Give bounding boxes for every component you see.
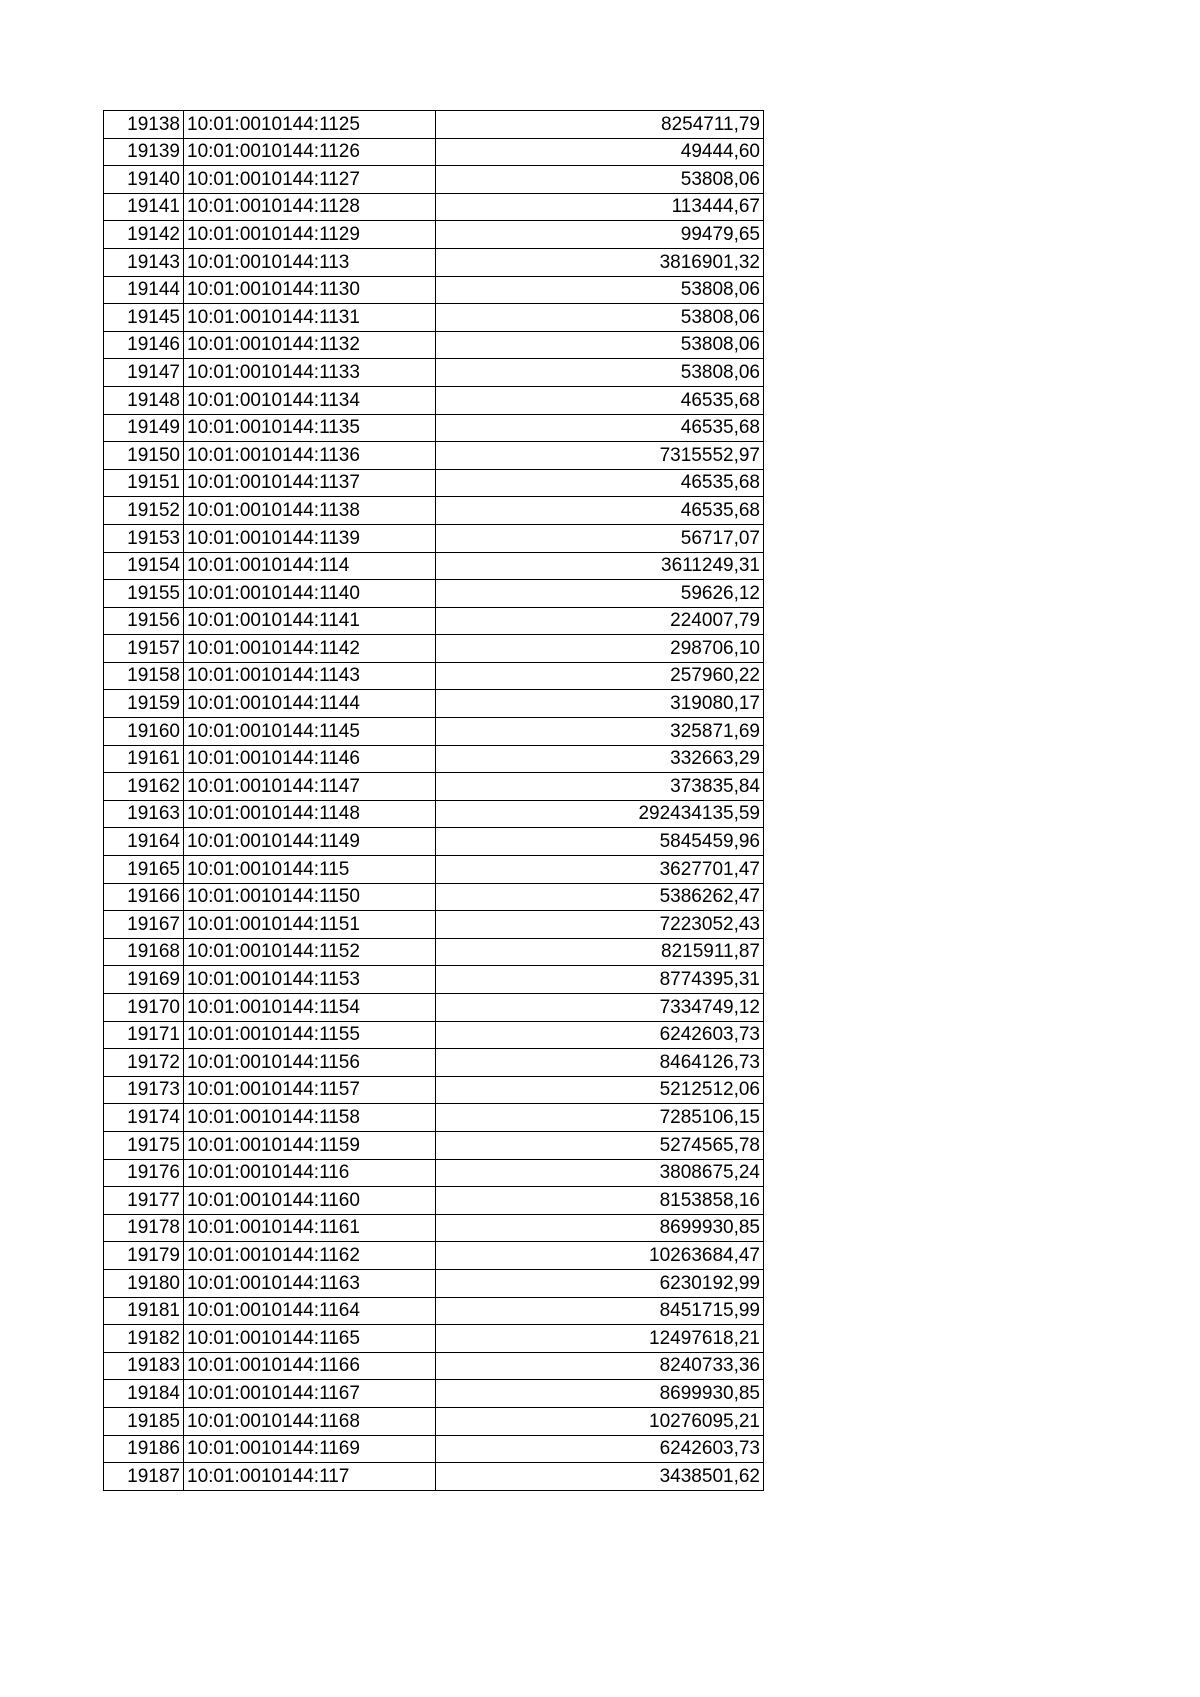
row-number-cell: 19158 <box>104 662 184 690</box>
table-row <box>104 911 764 939</box>
table-row <box>104 800 764 828</box>
row-number-cell: 19151 <box>104 469 184 497</box>
row-number-cell: 19140 <box>104 166 184 194</box>
row-number-cell: 19155 <box>104 580 184 608</box>
table-row <box>104 1104 764 1132</box>
cadastral-number-cell: 10:01:0010144:1155 <box>184 1021 436 1049</box>
row-number-cell: 19183 <box>104 1352 184 1380</box>
row-number-cell: 19143 <box>104 248 184 276</box>
cadastral-value-cell: 373835,84 <box>436 773 764 801</box>
cadastral-value-cell: 319080,17 <box>436 690 764 718</box>
row-number-cell: 19144 <box>104 276 184 304</box>
cadastral-number-cell: 10:01:0010144:1137 <box>184 469 436 497</box>
table-row <box>104 1297 764 1325</box>
cadastral-number-cell: 10:01:0010144:1142 <box>184 635 436 663</box>
cadastral-value-cell: 53808,06 <box>436 331 764 359</box>
row-number-cell: 19170 <box>104 994 184 1022</box>
cadastral-value-cell: 53808,06 <box>436 304 764 332</box>
cadastral-number-cell: 10:01:0010144:1140 <box>184 580 436 608</box>
row-number-cell: 19182 <box>104 1325 184 1353</box>
table-row <box>104 635 764 663</box>
cadastral-number-cell: 10:01:0010144:1147 <box>184 773 436 801</box>
row-number-cell: 19162 <box>104 773 184 801</box>
row-number-cell: 19138 <box>104 111 184 139</box>
row-number-cell: 19145 <box>104 304 184 332</box>
cadastral-number-cell: 10:01:0010144:1161 <box>184 1214 436 1242</box>
row-number-cell: 19180 <box>104 1269 184 1297</box>
cadastral-number-cell: 10:01:0010144:1160 <box>184 1187 436 1215</box>
cadastral-number-cell: 10:01:0010144:117 <box>184 1463 436 1491</box>
cadastral-value-cell: 53808,06 <box>436 359 764 387</box>
row-number-cell: 19150 <box>104 442 184 470</box>
cadastral-number-cell: 10:01:0010144:1129 <box>184 221 436 249</box>
row-number-cell: 19178 <box>104 1214 184 1242</box>
cadastral-number-cell: 10:01:0010144:1128 <box>184 193 436 221</box>
cadastral-number-cell: 10:01:0010144:1152 <box>184 938 436 966</box>
table-row <box>104 1049 764 1077</box>
cadastral-number-cell: 10:01:0010144:1132 <box>184 331 436 359</box>
table-row <box>104 1463 764 1491</box>
cadastral-value-cell: 3808675,24 <box>436 1159 764 1187</box>
cadastral-value-cell: 5212512,06 <box>436 1076 764 1104</box>
cadastral-number-cell: 10:01:0010144:1143 <box>184 662 436 690</box>
row-number-cell: 19159 <box>104 690 184 718</box>
row-number-cell: 19172 <box>104 1049 184 1077</box>
cadastral-number-cell: 10:01:0010144:1127 <box>184 166 436 194</box>
table-row <box>104 442 764 470</box>
row-number-cell: 19146 <box>104 331 184 359</box>
table-row <box>104 773 764 801</box>
row-number-cell: 19187 <box>104 1463 184 1491</box>
table-row <box>104 524 764 552</box>
table-row <box>104 1131 764 1159</box>
table-row <box>104 276 764 304</box>
cadastral-value-cell: 8699930,85 <box>436 1380 764 1408</box>
cadastral-number-cell: 10:01:0010144:1153 <box>184 966 436 994</box>
cadastral-number-cell: 10:01:0010144:113 <box>184 248 436 276</box>
cadastral-number-cell: 10:01:0010144:1136 <box>184 442 436 470</box>
table-row <box>104 718 764 746</box>
cadastral-value-cell: 8774395,31 <box>436 966 764 994</box>
cadastral-value-cell: 59626,12 <box>436 580 764 608</box>
row-number-cell: 19168 <box>104 938 184 966</box>
cadastral-number-cell: 10:01:0010144:1150 <box>184 883 436 911</box>
table-row <box>104 414 764 442</box>
cadastral-number-cell: 10:01:0010144:1144 <box>184 690 436 718</box>
table-row <box>104 359 764 387</box>
cadastral-value-cell: 10263684,47 <box>436 1242 764 1270</box>
table-row <box>104 1380 764 1408</box>
cadastral-number-cell: 10:01:0010144:1131 <box>184 304 436 332</box>
table-row <box>104 1187 764 1215</box>
cadastral-value-cell: 3627701,47 <box>436 856 764 884</box>
table-row <box>104 966 764 994</box>
cadastral-value-cell: 325871,69 <box>436 718 764 746</box>
table-row <box>104 304 764 332</box>
row-number-cell: 19165 <box>104 856 184 884</box>
cadastral-value-cell: 8215911,87 <box>436 938 764 966</box>
table-row <box>104 938 764 966</box>
row-number-cell: 19149 <box>104 414 184 442</box>
table-row <box>104 1021 764 1049</box>
table-row <box>104 1076 764 1104</box>
cadastral-value-cell: 6242603,73 <box>436 1435 764 1463</box>
row-number-cell: 19148 <box>104 386 184 414</box>
table-row <box>104 248 764 276</box>
cadastral-number-cell: 10:01:0010144:1169 <box>184 1435 436 1463</box>
cadastral-value-cell: 292434135,59 <box>436 800 764 828</box>
cadastral-value-cell: 3611249,31 <box>436 552 764 580</box>
table-body <box>104 111 764 1491</box>
cadastral-value-cell: 113444,67 <box>436 193 764 221</box>
cadastral-value-cell: 5274565,78 <box>436 1131 764 1159</box>
table-row <box>104 662 764 690</box>
cadastral-value-cell: 5386262,47 <box>436 883 764 911</box>
cadastral-value-cell: 56717,07 <box>436 524 764 552</box>
row-number-cell: 19167 <box>104 911 184 939</box>
cadastral-number-cell: 10:01:0010144:1139 <box>184 524 436 552</box>
cadastral-value-cell: 53808,06 <box>436 166 764 194</box>
row-number-cell: 19185 <box>104 1407 184 1435</box>
row-number-cell: 19164 <box>104 828 184 856</box>
table-row <box>104 580 764 608</box>
cadastral-number-cell: 10:01:0010144:115 <box>184 856 436 884</box>
row-number-cell: 19176 <box>104 1159 184 1187</box>
row-number-cell: 19153 <box>104 524 184 552</box>
cadastral-number-cell: 10:01:0010144:1168 <box>184 1407 436 1435</box>
cadastral-number-cell: 10:01:0010144:1146 <box>184 745 436 773</box>
table-row <box>104 1159 764 1187</box>
cadastral-value-cell: 46535,68 <box>436 469 764 497</box>
row-number-cell: 19156 <box>104 607 184 635</box>
row-number-cell: 19161 <box>104 745 184 773</box>
table-row <box>104 166 764 194</box>
row-number-cell: 19174 <box>104 1104 184 1132</box>
cadastral-number-cell: 10:01:0010144:1149 <box>184 828 436 856</box>
cadastral-value-cell: 53808,06 <box>436 276 764 304</box>
table-row <box>104 1352 764 1380</box>
cadastral-value-cell: 7315552,97 <box>436 442 764 470</box>
table-row <box>104 1242 764 1270</box>
row-number-cell: 19141 <box>104 193 184 221</box>
table-row <box>104 883 764 911</box>
cadastral-value-cell: 99479,65 <box>436 221 764 249</box>
row-number-cell: 19154 <box>104 552 184 580</box>
row-number-cell: 19179 <box>104 1242 184 1270</box>
row-number-cell: 19177 <box>104 1187 184 1215</box>
cadastral-value-cell: 46535,68 <box>436 414 764 442</box>
table-row <box>104 497 764 525</box>
table-row <box>104 1407 764 1435</box>
cadastral-value-cell: 332663,29 <box>436 745 764 773</box>
cadastral-value-cell: 6242603,73 <box>436 1021 764 1049</box>
cadastral-number-cell: 10:01:0010144:1130 <box>184 276 436 304</box>
cadastral-number-cell: 10:01:0010144:114 <box>184 552 436 580</box>
cadastral-value-cell: 10276095,21 <box>436 1407 764 1435</box>
table-row <box>104 1435 764 1463</box>
cadastral-value-cell: 257960,22 <box>436 662 764 690</box>
row-number-cell: 19171 <box>104 1021 184 1049</box>
cadastral-value-cell: 3438501,62 <box>436 1463 764 1491</box>
cadastral-value-cell: 7334749,12 <box>436 994 764 1022</box>
cadastral-number-cell: 10:01:0010144:1159 <box>184 1131 436 1159</box>
cadastral-value-cell: 224007,79 <box>436 607 764 635</box>
cadastral-number-cell: 10:01:0010144:1148 <box>184 800 436 828</box>
table-row <box>104 552 764 580</box>
table-row <box>104 745 764 773</box>
table-row <box>104 1214 764 1242</box>
table-row <box>104 111 764 139</box>
row-number-cell: 19173 <box>104 1076 184 1104</box>
cadastral-number-cell: 10:01:0010144:1145 <box>184 718 436 746</box>
cadastral-number-cell: 10:01:0010144:1166 <box>184 1352 436 1380</box>
cadastral-value-cell: 7223052,43 <box>436 911 764 939</box>
cadastral-number-cell: 10:01:0010144:1165 <box>184 1325 436 1353</box>
table-row <box>104 856 764 884</box>
row-number-cell: 19139 <box>104 138 184 166</box>
row-number-cell: 19175 <box>104 1131 184 1159</box>
cadastral-value-cell: 3816901,32 <box>436 248 764 276</box>
cadastral-number-cell: 10:01:0010144:1163 <box>184 1269 436 1297</box>
table-row <box>104 994 764 1022</box>
cadastral-value-cell: 8254711,79 <box>436 111 764 139</box>
row-number-cell: 19142 <box>104 221 184 249</box>
cadastral-value-cell: 12497618,21 <box>436 1325 764 1353</box>
row-number-cell: 19160 <box>104 718 184 746</box>
cadastral-number-cell: 10:01:0010144:1135 <box>184 414 436 442</box>
row-number-cell: 19152 <box>104 497 184 525</box>
row-number-cell: 19184 <box>104 1380 184 1408</box>
row-number-cell: 19169 <box>104 966 184 994</box>
cadastral-number-cell: 10:01:0010144:1167 <box>184 1380 436 1408</box>
table-row <box>104 331 764 359</box>
cadastral-number-cell: 10:01:0010144:1134 <box>184 386 436 414</box>
cadastral-number-cell: 10:01:0010144:1125 <box>184 111 436 139</box>
table-row <box>104 221 764 249</box>
cadastral-number-cell: 10:01:0010144:1138 <box>184 497 436 525</box>
row-number-cell: 19147 <box>104 359 184 387</box>
cadastral-value-cell: 8153858,16 <box>436 1187 764 1215</box>
table-row <box>104 690 764 718</box>
table-row <box>104 138 764 166</box>
cadastral-value-cell: 8451715,99 <box>436 1297 764 1325</box>
table-row <box>104 828 764 856</box>
table-row <box>104 1269 764 1297</box>
table-row <box>104 469 764 497</box>
cadastral-value-cell: 8464126,73 <box>436 1049 764 1077</box>
row-number-cell: 19186 <box>104 1435 184 1463</box>
table-row <box>104 386 764 414</box>
row-number-cell: 19166 <box>104 883 184 911</box>
cadastral-value-cell: 46535,68 <box>436 497 764 525</box>
cadastral-value-cell: 7285106,15 <box>436 1104 764 1132</box>
row-number-cell: 19181 <box>104 1297 184 1325</box>
row-number-cell: 19163 <box>104 800 184 828</box>
cadastral-value-cell: 8699930,85 <box>436 1214 764 1242</box>
table-row <box>104 1325 764 1353</box>
cadastral-value-table <box>103 110 764 1491</box>
cadastral-value-cell: 49444,60 <box>436 138 764 166</box>
cadastral-number-cell: 10:01:0010144:1151 <box>184 911 436 939</box>
cadastral-number-cell: 10:01:0010144:1126 <box>184 138 436 166</box>
cadastral-value-cell: 6230192,99 <box>436 1269 764 1297</box>
table-row <box>104 193 764 221</box>
row-number-cell: 19157 <box>104 635 184 663</box>
cadastral-value-cell: 46535,68 <box>436 386 764 414</box>
cadastral-number-cell: 10:01:0010144:1157 <box>184 1076 436 1104</box>
cadastral-number-cell: 10:01:0010144:116 <box>184 1159 436 1187</box>
cadastral-number-cell: 10:01:0010144:1141 <box>184 607 436 635</box>
cadastral-number-cell: 10:01:0010144:1154 <box>184 994 436 1022</box>
cadastral-number-cell: 10:01:0010144:1162 <box>184 1242 436 1270</box>
cadastral-number-cell: 10:01:0010144:1133 <box>184 359 436 387</box>
cadastral-value-cell: 8240733,36 <box>436 1352 764 1380</box>
cadastral-number-cell: 10:01:0010144:1164 <box>184 1297 436 1325</box>
cadastral-number-cell: 10:01:0010144:1156 <box>184 1049 436 1077</box>
table-row <box>104 607 764 635</box>
cadastral-value-cell: 5845459,96 <box>436 828 764 856</box>
cadastral-value-cell: 298706,10 <box>436 635 764 663</box>
cadastral-number-cell: 10:01:0010144:1158 <box>184 1104 436 1132</box>
